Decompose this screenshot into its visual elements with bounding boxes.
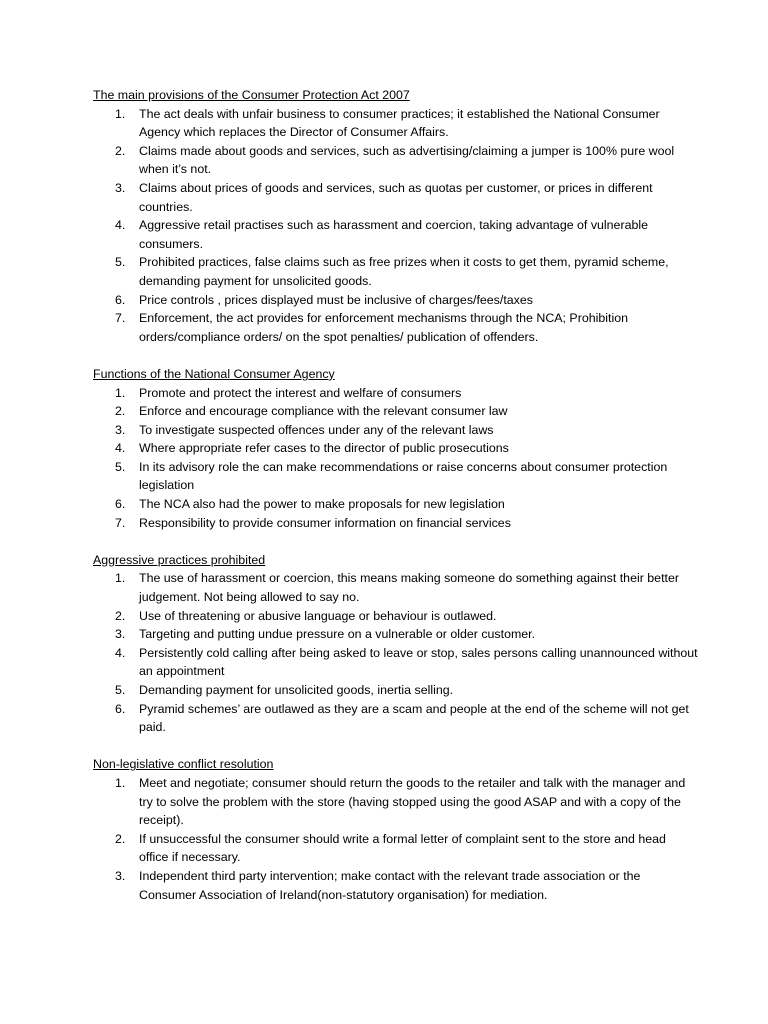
item-text: Enforcement, the act provides for enforcement mechanisms through the NCA; Prohibition orders/compliance orders/ on the spot penalties/ publication of offenders. [139, 311, 628, 344]
item-text: Targeting and putting undue pressure on a vulnerable or older customer. [139, 627, 536, 642]
list-item [93, 309, 698, 346]
list-item [93, 681, 698, 700]
item-number: 6. [115, 292, 126, 307]
item-number: 7. [115, 515, 126, 530]
item-text: Persistently cold calling after being asked to leave or stop, sales persons calling unannounced without an appointment [139, 645, 698, 679]
list-item [93, 402, 698, 421]
section-consumer-protection-act [93, 86, 698, 346]
item-text: In its advisory role the can make recommendations or raise concerns about consumer protection legislation [139, 459, 668, 493]
item-text: Where appropriate refer cases to the director of public prosecutions [139, 441, 509, 456]
section-heading: Non-legislative conflict resolution [93, 757, 274, 772]
list-item [93, 700, 698, 737]
item-number: 7. [115, 311, 126, 326]
item-number: 5. [115, 255, 126, 270]
list-item [93, 253, 698, 290]
item-text: The act deals with unfair business to consumer practices; it established the National Consumer Agency which replaces the Director of Consumer Affairs. [139, 106, 660, 140]
item-text: Promote and protect the interest and welfare of consumers [139, 385, 462, 400]
list-item [93, 458, 698, 495]
list-item [93, 495, 698, 514]
numbered-list [93, 105, 698, 347]
list-item [93, 867, 698, 904]
list-item [93, 179, 698, 216]
item-text: Enforce and encourage compliance with the relevant consumer law [139, 404, 508, 419]
item-text: Use of threatening or abusive language or behaviour is outlawed. [139, 608, 497, 623]
list-item [93, 142, 698, 179]
section-aggressive-practices [93, 551, 698, 737]
list-item [93, 774, 698, 830]
section-nca-functions [93, 365, 698, 532]
item-number: 2. [115, 143, 126, 158]
item-text: Independent third party intervention; make contact with the relevant trade association or the Consumer Association of Ireland(non-statutory organisation) for mediation. [139, 868, 641, 902]
section-conflict-resolution [93, 755, 698, 904]
list-item [93, 569, 698, 606]
list-item [93, 644, 698, 681]
item-number: 2. [115, 831, 126, 846]
item-number: 3. [115, 422, 126, 437]
item-number: 6. [115, 497, 126, 512]
item-number: 5. [115, 459, 126, 474]
item-number: 2. [115, 404, 126, 419]
item-number: 3. [115, 868, 126, 883]
item-text: The NCA also had the power to make proposals for new legislation [139, 497, 505, 512]
item-number: 4. [115, 645, 126, 660]
item-text: Responsibility to provide consumer information on financial services [139, 515, 511, 530]
section-heading: Aggressive practices prohibited [93, 552, 266, 567]
item-number: 4. [115, 218, 126, 233]
list-item [93, 105, 698, 142]
item-number: 2. [115, 608, 126, 623]
item-number: 5. [115, 683, 126, 697]
item-text: Pyramid schemes’ are outlawed as they are a scam and people at the end of the scheme will not get paid. [139, 701, 689, 735]
section-heading: Functions of the National Consumer Agency [93, 366, 335, 381]
list-item [93, 625, 698, 644]
item-number: 1. [115, 385, 126, 400]
list-item [93, 439, 698, 458]
item-number: 1. [115, 775, 126, 790]
item-text: Aggressive retail practises such as harassment and coercion, taking advantage of vulnerable consumers. [139, 218, 648, 251]
item-text: Price controls , prices displayed must be inclusive of charges/fees/taxes [139, 292, 533, 307]
item-text: Demanding payment for unsolicited goods, inertia selling. [139, 683, 454, 697]
item-text: Claims about prices of goods and services, such as quotas per customer, or prices in different countries. [139, 180, 653, 214]
item-number: 1. [115, 571, 126, 586]
item-text: To investigate suspected offences under any of the relevant laws [139, 422, 494, 437]
item-text: Meet and negotiate; consumer should return the goods to the retailer and talk with the manager and try to solve the problem with the store (having stopped using the good ASAP and with a copy of the receipt). [139, 775, 686, 828]
numbered-list [93, 569, 698, 736]
list-item [93, 830, 698, 867]
list-item [93, 421, 698, 440]
item-text: Claims made about goods and services, such as advertising/claiming a jumper is 100% pure wool when it’s not. [139, 143, 675, 177]
item-text: If unsuccessful the consumer should write a formal letter of complaint sent to the store and head office if necessary. [139, 831, 666, 865]
item-text: Prohibited practices, false claims such as free prizes when it costs to get them, pyramid scheme, demanding payment for unsolicited goods. [139, 255, 669, 288]
list-item [93, 384, 698, 403]
item-number: 1. [115, 106, 126, 121]
section-heading: The main provisions of the Consumer Protection Act 2007 [93, 88, 410, 102]
item-text: The use of harassment or coercion, this means making someone do something against their better judgement. Not being allowed to say no. [139, 571, 679, 605]
list-item [93, 216, 698, 253]
numbered-list [93, 384, 698, 533]
list-item [93, 514, 698, 533]
list-item [93, 607, 698, 626]
item-number: 3. [115, 180, 126, 195]
item-number: 6. [115, 701, 126, 716]
item-number: 4. [115, 441, 126, 456]
item-number: 3. [115, 627, 126, 642]
list-item [93, 291, 698, 310]
numbered-list [93, 774, 698, 904]
